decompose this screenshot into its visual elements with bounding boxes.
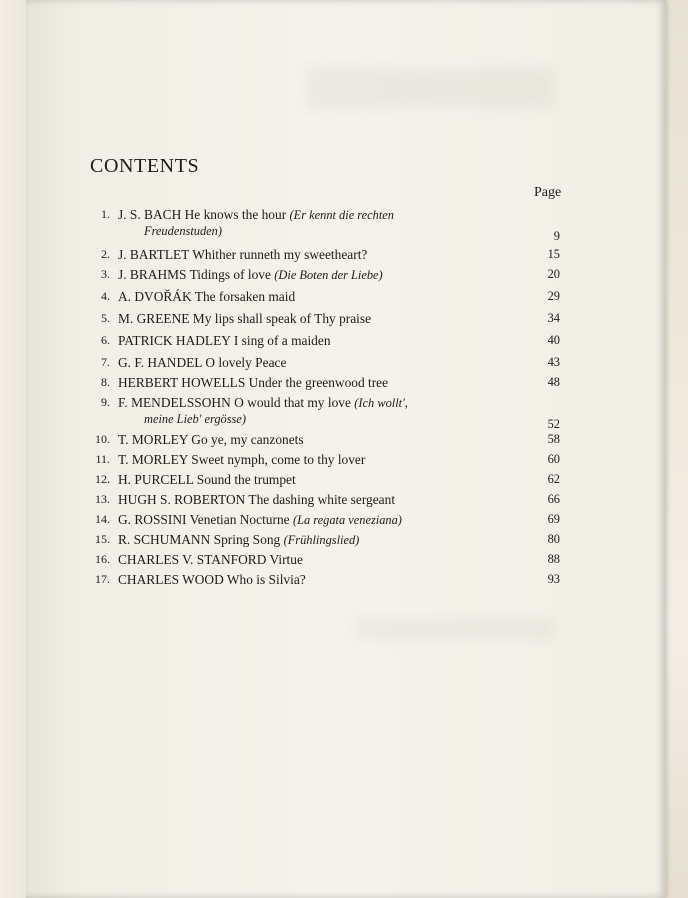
entry-number: 11. xyxy=(95,452,110,466)
entry-title: O lovely Peace xyxy=(205,355,287,370)
entry-page-number: 43 xyxy=(547,355,560,369)
entry-page-number: 52 xyxy=(547,417,560,431)
entry-page-number: 93 xyxy=(547,572,560,586)
entry-number: 3. xyxy=(101,267,110,281)
entry-page-number: 66 xyxy=(547,492,560,506)
entry-text xyxy=(118,492,395,508)
entry-title: Venetian Nocturne xyxy=(189,512,290,527)
entry-number: 15. xyxy=(95,532,110,546)
entry-title: Tidings of love xyxy=(189,267,271,282)
entry-title: Go ye, my canzonets xyxy=(191,432,304,447)
entry-composer: PATRICK HADLEY xyxy=(118,333,231,348)
entry-number: 17. xyxy=(95,572,110,586)
show-through-shadow xyxy=(356,618,556,640)
entry-number: 9. xyxy=(101,395,110,409)
entry-number: 10. xyxy=(95,432,110,446)
entry-text xyxy=(118,289,295,305)
entry-page-number: 88 xyxy=(547,552,560,566)
entry-composer: J. BRAHMS xyxy=(118,267,187,282)
entry-page-number: 40 xyxy=(547,333,560,347)
entry-text xyxy=(118,432,304,448)
entry-original-title: (Frühlingslied) xyxy=(283,533,360,547)
entry-composer: HERBERT HOWELLS xyxy=(118,375,246,390)
entry-page-number: 58 xyxy=(547,432,560,446)
entry-page-number: 69 xyxy=(547,512,560,526)
entry-title: Sweet nymph, come to thy lover xyxy=(191,452,366,467)
entry-number: 8. xyxy=(101,375,110,389)
entry-composer: G. ROSSINI xyxy=(118,512,187,527)
entry-title: Under the greenwood tree xyxy=(248,375,389,390)
entry-text xyxy=(118,311,371,327)
entry-composer: CHARLES V. STANFORD xyxy=(118,552,267,567)
entry-text xyxy=(118,552,303,568)
entry-composer: CHARLES WOOD xyxy=(118,572,224,587)
entry-page-number: 60 xyxy=(547,452,560,466)
entry-composer: J. BARTLET xyxy=(118,247,190,262)
entry-composer: HUGH S. ROBERTON xyxy=(118,492,246,507)
entry-composer: J. S. BACH xyxy=(118,207,182,222)
entry-page-number: 48 xyxy=(547,375,560,389)
entry-title: Spring Song xyxy=(213,532,281,547)
entry-page-number: 9 xyxy=(553,229,560,243)
entry-title: Sound the trumpet xyxy=(196,472,296,487)
entry-composer: H. PURCELL xyxy=(118,472,194,487)
entry-original-title: (Er kennt die rechten xyxy=(289,208,394,222)
entry-number: 5. xyxy=(101,311,110,325)
entry-text xyxy=(118,267,383,283)
entry-composer: T. MORLEY xyxy=(118,452,188,467)
entry-text xyxy=(118,452,365,468)
entry-title: He knows the hour xyxy=(184,207,287,222)
entry-composer: M. GREENE xyxy=(118,311,190,326)
entry-page-number: 15 xyxy=(547,247,560,261)
entry-page-number: 62 xyxy=(547,472,560,486)
contents-heading: CONTENTS xyxy=(90,155,200,177)
entry-number: 16. xyxy=(95,552,110,566)
entry-text xyxy=(118,532,359,548)
entry-title: Whither runneth my sweetheart? xyxy=(192,247,368,262)
entry-number: 1. xyxy=(101,207,110,221)
entry-text xyxy=(118,333,331,349)
entry-composer: R. SCHUMANN xyxy=(118,532,211,547)
entry-number: 12. xyxy=(95,472,110,486)
entry-number: 2. xyxy=(101,247,110,261)
entry-title: Who is Silvia? xyxy=(226,572,306,587)
entry-composer: G. F. HANDEL xyxy=(118,355,202,370)
entry-original-title: (La regata veneziana) xyxy=(292,513,402,527)
entry-number: 7. xyxy=(101,355,110,369)
entry-page-number: 34 xyxy=(547,311,560,325)
book-page xyxy=(26,0,666,898)
entry-title: The dashing white sergeant xyxy=(248,492,396,507)
entry-number: 13. xyxy=(95,492,110,506)
entry-original-title-continued: meine Lieb' ergösse) xyxy=(144,412,246,426)
show-through-shadow xyxy=(306,68,556,108)
entry-number: 6. xyxy=(101,333,110,347)
entry-number: 4. xyxy=(101,289,110,303)
page-column-label: Page xyxy=(534,185,562,200)
entry-number: 14. xyxy=(95,512,110,526)
entry-composer: A. DVOŘÁK xyxy=(118,289,192,304)
entry-text xyxy=(118,355,286,371)
entry-text xyxy=(118,572,306,588)
entry-title: The forsaken maid xyxy=(194,289,296,304)
entry-text xyxy=(118,512,402,528)
entry-page-number: 20 xyxy=(547,267,560,281)
entry-title: My lips shall speak of Thy praise xyxy=(192,311,372,326)
entry-composer: T. MORLEY xyxy=(118,432,188,447)
entry-text xyxy=(118,395,408,411)
entry-text xyxy=(118,375,388,391)
entry-text xyxy=(118,247,367,263)
entry-composer: F. MENDELSSOHN xyxy=(118,395,231,410)
entry-text xyxy=(118,207,394,223)
entry-title: Virtue xyxy=(269,552,303,567)
entry-text xyxy=(118,472,296,488)
entry-original-title: (Ich wollt', xyxy=(354,396,408,410)
entry-page-number: 80 xyxy=(547,532,560,546)
entry-title: O would that my love xyxy=(234,395,351,410)
entry-original-title-continued: Freudenstuden) xyxy=(144,224,222,238)
entry-title: I sing of a maiden xyxy=(233,333,331,348)
entry-page-number: 29 xyxy=(547,289,560,303)
entry-original-title: (Die Boten der Liebe) xyxy=(274,268,383,282)
